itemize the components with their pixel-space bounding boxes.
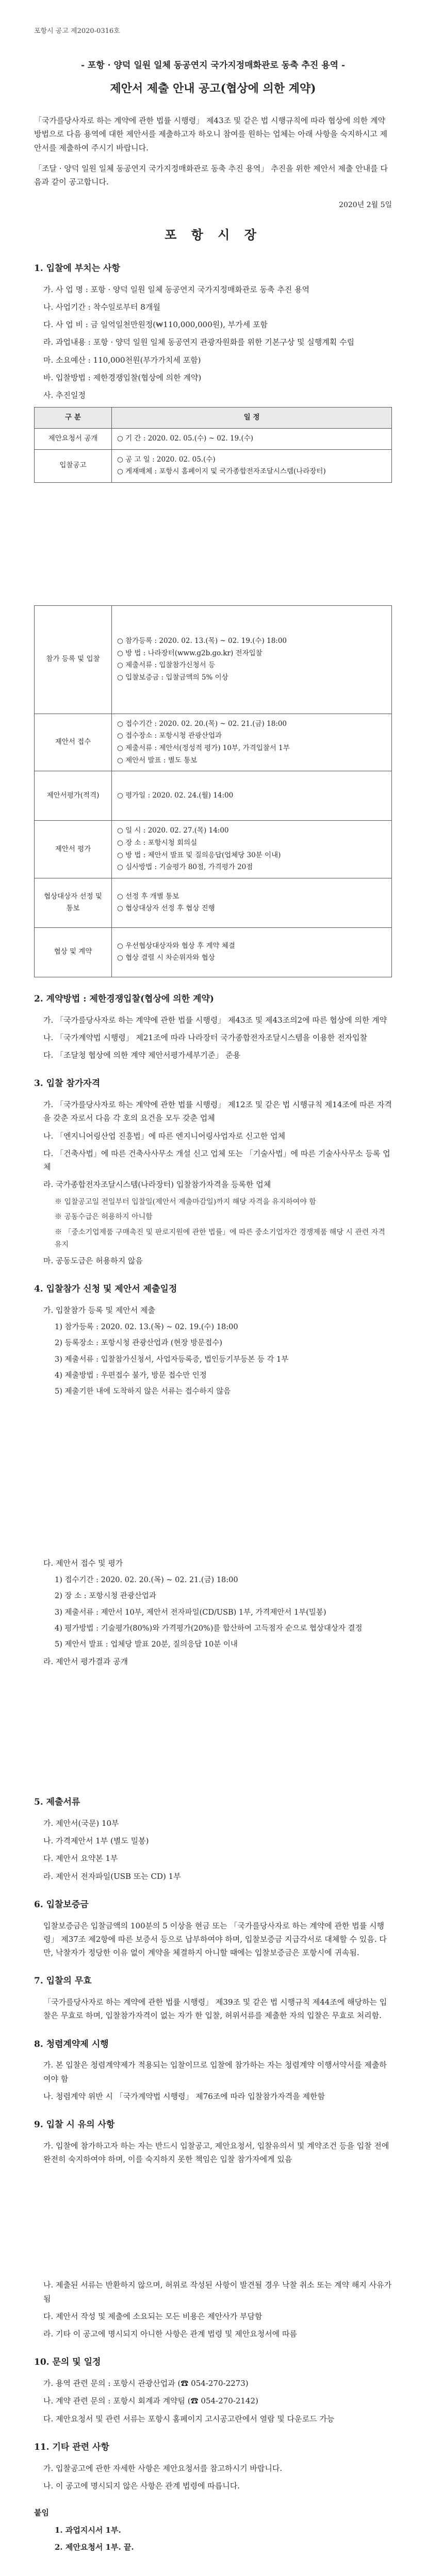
agency-name: 포 항 시 장: [165, 227, 261, 242]
list-item: 바. 입찰방법 : 제한경쟁입찰(협상에 의한 계약): [43, 372, 202, 382]
list-item: 다. 「조달청 협상에 의한 계약 제안서평가세부기준」 준용: [43, 1050, 241, 1060]
section-title: 11. 기타 관련 사항: [34, 2442, 109, 2452]
table-cell: ○ 참가등록 : 2020. 02. 13.(목) ~ 02. 19.(수) 18:00 ○ 방 법 : 나라장터(www.g2b.go.kr) 전자입찰 ○ 제출서류 : 입찰참가신청서 등 ○ 입찰보증금 : 입찰금액의 5% 이상: [112, 605, 392, 714]
paragraph: 입찰보증금은 입찰금액의 100분의 5 이상을 현금 또는 「국가를당사자로 하는 계약에 관한 법률 시행령」 제37조 제2항에 따른 보증서 등으로 납부하여야 하며, 입찰보증금 지급각서로 대체할 수 있음. 다만, 낙찰자가 정당한 이유 없이 계약을 체결하지 아니할 때에는 입찰보증금은 포항시에 귀속됨.: [43, 1921, 387, 1957]
intro-paragraph: 「조달 · 양덕 일원 일체 동공연지 국가지정매화관로 동축 추진 용역」 추진을 위한 제안서 제출 안내를 다음과 같이 공고합니다.: [34, 163, 388, 187]
section-title: 1. 입찰에 부치는 사항: [34, 263, 120, 274]
section-title: 6. 입찰보증금: [34, 1899, 89, 1910]
table-cell: ○ 공 고 일 : 2020. 02. 05.(수) ○ 게재매체 : 포항시 홈페이지 및 국가종합전자조달시스템(나라장터): [112, 449, 392, 482]
attachment-item: 1. 과업지시서 1부.: [55, 2526, 121, 2535]
list-item: 나. 「엔지니어링산업 진흥법」에 따른 엔지니어링사업자로 신고한 업체: [43, 1131, 286, 1141]
schedule-detail-table: [34, 605, 392, 977]
list-item: 가. 제안서(국문) 10부: [43, 1818, 119, 1828]
list-item: 다. 사 업 비 : 금 일억일천만원정(₩110,000,000원), 부가세 포함: [43, 320, 268, 329]
list-item: 가. 입찰공고에 관한 자세한 사항은 제안요청서를 참고하시기 바랍니다.: [43, 2463, 283, 2473]
sub-item: 5) 제안서 발표 : 업체당 발표 20분, 질의응답 10분 이내: [55, 1640, 238, 1649]
table-cell: 협상 및 계약: [35, 927, 112, 977]
attachments-title: 붙임: [34, 2508, 49, 2517]
list-item: 라. 기타 이 공고에 명시되지 아니한 사항은 관계 법령 및 제안요청서에 따름: [43, 2329, 297, 2338]
intro-paragraph: 「국가를당사자로 하는 계약에 관한 법률 시행령」 제43조 및 같은 법 시행규칙에 따라 협상에 의한 계약 방법으로 다음 용역에 대한 제안서를 제출하고자 하오니 참여를 원하는 업체는 아래 사항을 숙지하시고 제안서를 제출하여 주시기 바랍니다.: [34, 116, 388, 152]
note: ※ 공동수급은 허용하지 아니함: [55, 1213, 153, 1221]
table-cell: 참가 등록 및 입찰: [35, 605, 112, 714]
list-item: 라. 제안서 평가결과 공개: [43, 1656, 128, 1666]
table-cell: ○ 평가일 : 2020. 02. 24.(월) 14:00: [112, 771, 392, 821]
list-item: 마. 공동도급은 허용하지 않음: [43, 1256, 143, 1265]
list-item: 다. 제안서 요약본 1부: [43, 1854, 118, 1863]
section-title: 3. 입찰 참가자격: [34, 1078, 101, 1089]
list-item: 가. 입찰에 참가하고자 하는 자는 반드시 입찰공고, 제안요청서, 입찰유의서 및 계약조건 등을 입찰 전에 완전히 숙지하여야 하며, 이를 숙지하지 못한 책임은 입찰 참가자에게 있음: [43, 2141, 389, 2164]
sub-item: 1) 접수기간 : 2020. 02. 20.(목) ~ 02. 21.(금) 18:00: [55, 1575, 238, 1584]
list-item: 가. 본 입찰은 청렴계약제가 적용되는 입찰이므로 입찰에 참가하는 자는 청렴계약 이행서약서를 제출하여야 함: [43, 2060, 387, 2083]
table-row: [35, 821, 392, 878]
table-header: 구 분: [35, 408, 112, 429]
table-cell: ○ 접수기간 : 2020. 02. 20.(목) ~ 02. 21.(금) 18:00 ○ 접수장소 : 포항시청 관광산업과 ○ 제출서류 : 제안서(정성적 평가) 10부, 가격입찰서 1부 ○ 제안서 발표 : 별도 통보: [112, 714, 392, 771]
table-cell: ○ 기 간 : 2020. 02. 05.(수) ~ 02. 19.(수): [112, 428, 392, 449]
table-row: [35, 771, 392, 821]
notice-date: 2020년 2월 5일: [339, 201, 392, 210]
note: ※ 「중소기업제품 구매촉진 및 판로지원에 관한 법률」에 따른 중소기업자간 경쟁제품 해당 시 관련 자격 유지: [55, 1228, 385, 1249]
table-cell: 제안서평가(적격): [35, 771, 112, 821]
notice-subtitle: - 포항 · 양덕 일원 일체 동공연지 국가지정매화관로 동축 추진 용역 -: [80, 60, 346, 71]
table-cell: 입찰공고: [35, 449, 112, 482]
list-item: 나. 사업기간 : 착수일로부터 8개월: [43, 302, 160, 312]
list-item: 다. 제안서 접수 및 평가: [43, 1558, 123, 1568]
list-item: 가. 사 업 명 : 포항 · 양덕 일원 일체 동공연지 국가지정매화관로 동축 추진 용역: [43, 284, 310, 294]
notice-number: 포항시 공고 제2020-0316호: [34, 27, 120, 35]
list-item: 라. 국가종합전자조달시스템(나라장터) 입찰참가자격을 등록한 업체: [43, 1180, 271, 1190]
sub-item: 2) 등록장소 : 포항시청 관광산업과 (현장 방문접수): [55, 1339, 222, 1348]
list-item: 다. 제안요청서 및 관련 서류는 포항시 홈페이지 고시공고란에서 열람 및 다운로드 가능: [43, 2414, 335, 2424]
notice-title: 제안서 제출 안내 공고(협상에 의한 계약): [110, 81, 316, 95]
list-item: 나. 제출된 서류는 반환하지 않으며, 허위로 작성된 사항이 발견될 경우 낙찰 취소 또는 계약 해지 사유가 됨: [43, 2280, 392, 2303]
sub-item: 5) 제출기한 내에 도착하지 않은 서류는 접수하지 않음: [55, 1387, 231, 1396]
section-title: 2. 계약방법 : 제한경쟁입찰(협상에 의한 계약): [34, 993, 214, 1004]
list-item: 가. 「국가를당사자로 하는 계약에 관한 법률 시행령」 제12조 및 같은 법 시행규칙 제14조에 따른 자격을 갖춘 자로서 다음 각 호의 요건을 모두 갖춘 업체: [43, 1100, 392, 1123]
table-cell: 제안서 접수: [35, 714, 112, 771]
table-cell: 제안서 평가: [35, 821, 112, 878]
table-cell: ○ 우선협상대상자와 협상 후 계약 체결 ○ 협상 결렬 시 차순위자와 협상: [112, 927, 392, 977]
sub-item: 1) 참가등록 : 2020. 02. 13.(목) ~ 02. 19.(수) 18:00: [55, 1323, 238, 1331]
section-title: 4. 입찰참가 신청 및 제안서 제출일정: [34, 1283, 177, 1294]
schedule-table: [34, 407, 392, 483]
note: ※ 입찰공고일 전일부터 입찰일(제안서 제출마감일)까지 해당 자격을 유지하여야 함: [55, 1197, 316, 1206]
table-row: [35, 428, 392, 449]
table-row: [35, 714, 392, 771]
list-item: 라. 제안서 전자파일(USB 또는 CD) 1부: [43, 1871, 181, 1881]
list-item: 나. 청렴계약 위반 시 「국가계약법 시행령」 제76조에 따라 입찰참가자격을 제한함: [43, 2091, 325, 2101]
list-item: 다. 제안서 작성 및 제출에 소요되는 모든 비용은 제안사가 부담함: [43, 2311, 263, 2321]
table-header: 일 정: [112, 408, 392, 429]
attachment-item: 2. 제안요청서 1부. 끝.: [55, 2542, 134, 2552]
list-item: 나. 이 공고에 명시되지 않은 사항은 관계 법령에 따릅니다.: [43, 2481, 240, 2490]
list-item: 가. 용역 관련 문의 : 포항시 관광산업과 (☎ 054-270-2273): [43, 2379, 249, 2388]
section-title: 9. 입찰 시 유의 사항: [34, 2120, 115, 2130]
table-cell: 협상대상자 선정 및 통보: [35, 878, 112, 927]
list-item: 나. 가격제안서 1부 (별도 밀봉): [43, 1836, 149, 1845]
sub-item: 3) 제출서류 : 제안서 10부, 제안서 전자파일(CD/USB) 1부, 가격제안서 1부(밀봉): [55, 1608, 326, 1617]
section-title: 7. 입찰의 무효: [34, 1976, 92, 1987]
table-row: [35, 878, 392, 927]
sub-item: 4) 평가방법 : 기술평가(80%)와 가격평가(20%)를 합산하여 고득점자 순으로 협상대상자 결정: [55, 1624, 363, 1633]
table-cell: ○ 일 시 : 2020. 02. 27.(목) 14:00 ○ 장 소 : 포항시청 회의실 ○ 방 법 : 제안서 발표 및 질의응답(업체당 30분 이내) ○ 심사방법 : 기술평가 80점, 가격평가 20점: [112, 821, 392, 878]
section-title: 8. 청렴계약제 시행: [34, 2039, 109, 2049]
section-title: 5. 제출서류: [34, 1797, 80, 1807]
table-row: [35, 449, 392, 482]
sub-item: 4) 제출방법 : 우편접수 불가, 방문 접수만 인정: [55, 1371, 207, 1380]
page-break-space: [34, 2170, 392, 2278]
paragraph: 「국가를당사자로 하는 계약에 관한 법률 시행령」 제39조 및 같은 법 시행규칙 제44조에 해당하는 입찰은 무효로 하며, 입찰참가자격이 없는 자가 한 입찰, 허위서류를 제출한 자의 입찰은 무효로 처리함.: [43, 1997, 387, 2021]
page-break-space: [34, 492, 392, 600]
table-row: [35, 927, 392, 977]
section-title: 10. 문의 및 일정: [34, 2357, 101, 2368]
list-item: 가. 「국가를당사자로 하는 계약에 관한 법률 시행령」 제43조 및 제43조의2에 따른 협상에 의한 계약: [43, 1015, 387, 1025]
table-row: [35, 605, 392, 714]
list-item: 나. 계약 관련 문의 : 포항시 회계과 계약팀 (☎ 054-270-2142): [43, 2396, 258, 2406]
page-break-space: [34, 1672, 392, 1781]
sub-item: 3) 제출서류 : 입찰참가신청서, 사업자등록증, 법인등기부등본 등 각 1부: [55, 1355, 289, 1364]
sub-item: 2) 장 소 : 포항시청 관광산업과: [55, 1592, 156, 1601]
list-item: 가. 입찰참가 등록 및 제안서 제출: [43, 1305, 155, 1315]
table-cell: ○ 선정 후 개별 통보 ○ 협상대상자 선정 후 협상 진행: [112, 878, 392, 927]
list-item: 라. 과업내용 : 포항 · 양덕 일원 일체 동공연지 관광자원화를 위한 기본구상 및 실행계획 수립: [43, 337, 354, 347]
page-break-space: [34, 1402, 392, 1556]
list-item: 다. 「건축사법」에 따른 건축사사무소 개설 신고 업체 또는 「기술사법」에 따른 기술사사무소 등록 업체: [43, 1148, 390, 1172]
list-item: 나. 「국가계약법 시행령」 제21조에 따라 나라장터 국가종합전자조달시스템을 이용한 전자입찰: [43, 1032, 368, 1042]
list-item: 사. 추진일정: [43, 391, 86, 400]
intro: [34, 114, 392, 189]
table-cell: 제안요청서 공개: [35, 428, 112, 449]
list-item: 마. 소요예산 : 110,000천원(부가가치세 포함): [43, 355, 201, 365]
